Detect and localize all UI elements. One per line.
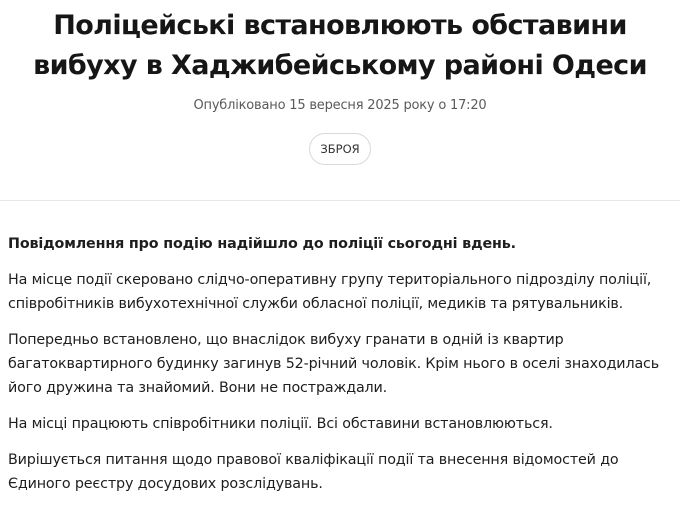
tag-zbroya[interactable]: ЗБРОЯ	[309, 133, 370, 165]
paragraph: Попередньо встановлено, що внаслідок вибуху гранати в одній із квартир багатоквартирного будинку загинув 52-річний чоловік. Крім нього в оселі знаходилась його дружина та знайомий. Вони не постраждали.	[8, 332, 660, 396]
publication-date: Опубліковано 15 вересня 2025 року о 17:20	[193, 98, 487, 113]
paragraph: Вирішується питання щодо правової кваліфікації події та внесення відомостей до Єдиного реєстру досудових розслідувань.	[8, 452, 619, 492]
paragraph-lead: Повідомлення про подію надійшло до поліції сьогодні вдень.	[8, 236, 516, 252]
paragraph: На місце події скеровано слідчо-оперативну групу територіального підрозділу поліції, співробітників вибухотехнічної служби обласної поліції, медиків та рятувальників.	[8, 272, 652, 312]
article-body	[8, 232, 676, 508]
paragraph: На місці працюють співробітники поліції. Всі обставини встановлюються.	[8, 416, 553, 432]
tag-container	[0, 133, 680, 165]
divider	[0, 200, 680, 201]
page-title: Поліцейські встановлюють обставини вибуху в Хаджибейському районі Одеси	[33, 10, 647, 81]
article-header	[0, 0, 680, 165]
